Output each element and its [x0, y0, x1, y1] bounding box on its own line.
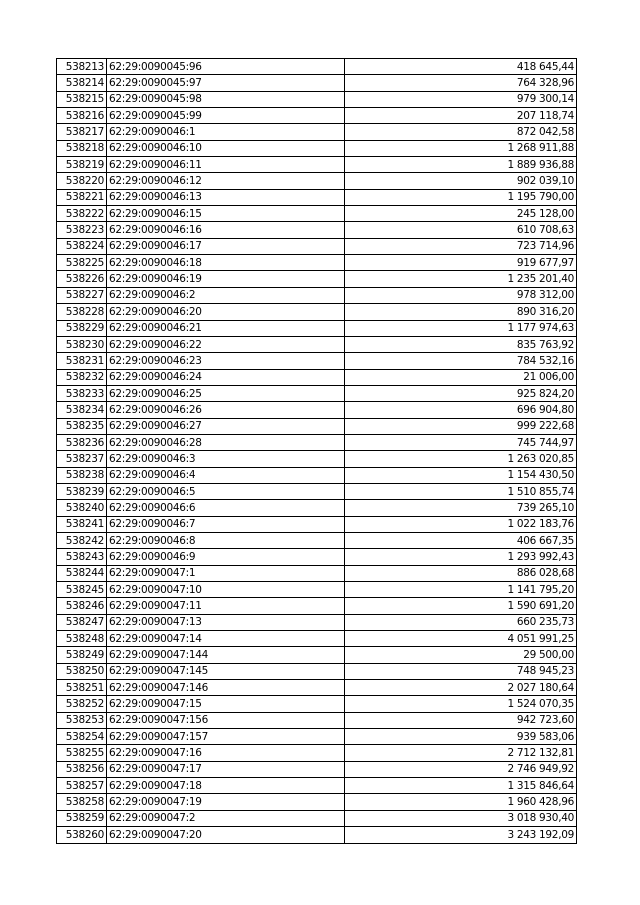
table-row: [57, 157, 577, 173]
cadastral-number-cell: 62:29:0090047:20: [107, 827, 345, 843]
cadastral-value-cell: 696 904,80: [345, 402, 577, 418]
cadastral-number-cell: 62:29:0090047:13: [107, 614, 345, 630]
cadastral-number-cell: 62:29:0090046:17: [107, 238, 345, 254]
row-number-cell: 538216: [57, 108, 107, 124]
table-row: [57, 75, 577, 91]
cadastral-number-cell: 62:29:0090047:144: [107, 647, 345, 663]
cadastral-value-cell: 1 524 070,35: [345, 696, 577, 712]
row-number-cell: 538247: [57, 614, 107, 630]
cadastral-value-cell: 835 763,92: [345, 336, 577, 352]
cadastral-number-cell: 62:29:0090047:1: [107, 565, 345, 581]
table-row: [57, 206, 577, 222]
table-row: [57, 434, 577, 450]
table-row: [57, 483, 577, 499]
row-number-cell: 538224: [57, 238, 107, 254]
row-number-cell: 538242: [57, 532, 107, 548]
cadastral-number-cell: 62:29:0090046:13: [107, 189, 345, 205]
row-number-cell: 538244: [57, 565, 107, 581]
cadastral-value-table: [56, 58, 577, 844]
row-number-cell: 538236: [57, 434, 107, 450]
row-number-cell: 538214: [57, 75, 107, 91]
table-row: [57, 810, 577, 826]
table-row: [57, 124, 577, 140]
table-row: [57, 827, 577, 843]
cadastral-number-cell: 62:29:0090046:18: [107, 255, 345, 271]
cadastral-number-cell: 62:29:0090045:98: [107, 91, 345, 107]
row-number-cell: 538251: [57, 680, 107, 696]
row-number-cell: 538231: [57, 353, 107, 369]
row-number-cell: 538234: [57, 402, 107, 418]
cadastral-number-cell: 62:29:0090047:11: [107, 598, 345, 614]
row-number-cell: 538229: [57, 320, 107, 336]
row-number-cell: 538238: [57, 467, 107, 483]
cadastral-number-cell: 62:29:0090045:97: [107, 75, 345, 91]
row-number-cell: 538227: [57, 287, 107, 303]
row-number-cell: 538260: [57, 827, 107, 843]
table-row: [57, 336, 577, 352]
cadastral-value-cell: 978 312,00: [345, 287, 577, 303]
cadastral-number-cell: 62:29:0090046:7: [107, 516, 345, 532]
cadastral-number-cell: 62:29:0090047:16: [107, 745, 345, 761]
table-row: [57, 222, 577, 238]
row-number-cell: 538213: [57, 59, 107, 75]
row-number-cell: 538221: [57, 189, 107, 205]
row-number-cell: 538219: [57, 157, 107, 173]
row-number-cell: 538226: [57, 271, 107, 287]
row-number-cell: 538237: [57, 451, 107, 467]
row-number-cell: 538225: [57, 255, 107, 271]
cadastral-value-cell: 745 744,97: [345, 434, 577, 450]
cadastral-value-cell: 418 645,44: [345, 59, 577, 75]
cadastral-number-cell: 62:29:0090047:2: [107, 810, 345, 826]
cadastral-number-cell: 62:29:0090047:157: [107, 729, 345, 745]
cadastral-value-cell: 1 315 846,64: [345, 778, 577, 794]
cadastral-value-cell: 1 235 201,40: [345, 271, 577, 287]
cadastral-value-cell: 3 243 192,09: [345, 827, 577, 843]
cadastral-number-cell: 62:29:0090047:17: [107, 761, 345, 777]
cadastral-number-cell: 62:29:0090046:27: [107, 418, 345, 434]
row-number-cell: 538248: [57, 631, 107, 647]
table-row: [57, 582, 577, 598]
row-number-cell: 538256: [57, 761, 107, 777]
row-number-cell: 538215: [57, 91, 107, 107]
table-row: [57, 418, 577, 434]
cadastral-number-cell: 62:29:0090046:2: [107, 287, 345, 303]
cadastral-number-cell: 62:29:0090047:145: [107, 663, 345, 679]
table-row: [57, 778, 577, 794]
cadastral-value-cell: 1 510 855,74: [345, 483, 577, 499]
cadastral-number-cell: 62:29:0090046:5: [107, 483, 345, 499]
cadastral-number-cell: 62:29:0090046:8: [107, 532, 345, 548]
cadastral-value-cell: 2 712 132,81: [345, 745, 577, 761]
row-number-cell: 538239: [57, 483, 107, 499]
table-row: [57, 647, 577, 663]
cadastral-value-cell: 872 042,58: [345, 124, 577, 140]
table-row: [57, 794, 577, 810]
table-row: [57, 532, 577, 548]
table-row: [57, 663, 577, 679]
row-number-cell: 538258: [57, 794, 107, 810]
cadastral-number-cell: 62:29:0090046:21: [107, 320, 345, 336]
row-number-cell: 538250: [57, 663, 107, 679]
cadastral-number-cell: 62:29:0090046:28: [107, 434, 345, 450]
table-row: [57, 598, 577, 614]
cadastral-value-cell: 660 235,73: [345, 614, 577, 630]
cadastral-value-cell: 2 027 180,64: [345, 680, 577, 696]
row-number-cell: 538241: [57, 516, 107, 532]
table-row: [57, 745, 577, 761]
table-row: [57, 500, 577, 516]
table-row: [57, 255, 577, 271]
cadastral-number-cell: 62:29:0090047:14: [107, 631, 345, 647]
cadastral-number-cell: 62:29:0090046:4: [107, 467, 345, 483]
cadastral-value-cell: 999 222,68: [345, 418, 577, 434]
table-row: [57, 712, 577, 728]
row-number-cell: 538254: [57, 729, 107, 745]
cadastral-number-cell: 62:29:0090046:19: [107, 271, 345, 287]
table-row: [57, 402, 577, 418]
cadastral-value-cell: 1 268 911,88: [345, 140, 577, 156]
cadastral-number-cell: 62:29:0090045:99: [107, 108, 345, 124]
cadastral-value-cell: 207 118,74: [345, 108, 577, 124]
row-number-cell: 538230: [57, 336, 107, 352]
table-body: [57, 59, 577, 844]
cadastral-number-cell: 62:29:0090046:11: [107, 157, 345, 173]
table-row: [57, 614, 577, 630]
cadastral-number-cell: 62:29:0090046:24: [107, 369, 345, 385]
table-row: [57, 729, 577, 745]
cadastral-number-cell: 62:29:0090046:9: [107, 549, 345, 565]
row-number-cell: 538259: [57, 810, 107, 826]
table-row: [57, 59, 577, 75]
row-number-cell: 538220: [57, 173, 107, 189]
cadastral-number-cell: 62:29:0090046:3: [107, 451, 345, 467]
cadastral-value-cell: 925 824,20: [345, 385, 577, 401]
row-number-cell: 538246: [57, 598, 107, 614]
cadastral-value-cell: 1 293 992,43: [345, 549, 577, 565]
cadastral-number-cell: 62:29:0090046:20: [107, 304, 345, 320]
cadastral-value-cell: 723 714,96: [345, 238, 577, 254]
cadastral-value-cell: 979 300,14: [345, 91, 577, 107]
cadastral-number-cell: 62:29:0090047:146: [107, 680, 345, 696]
cadastral-number-cell: 62:29:0090046:25: [107, 385, 345, 401]
cadastral-number-cell: 62:29:0090046:6: [107, 500, 345, 516]
cadastral-value-cell: 4 051 991,25: [345, 631, 577, 647]
row-number-cell: 538232: [57, 369, 107, 385]
table-row: [57, 696, 577, 712]
table-row: [57, 467, 577, 483]
row-number-cell: 538218: [57, 140, 107, 156]
cadastral-value-cell: 1 195 790,00: [345, 189, 577, 205]
cadastral-value-cell: 886 028,68: [345, 565, 577, 581]
table-row: [57, 271, 577, 287]
table-row: [57, 369, 577, 385]
cadastral-value-cell: 610 708,63: [345, 222, 577, 238]
cadastral-value-cell: 784 532,16: [345, 353, 577, 369]
cadastral-value-cell: 245 128,00: [345, 206, 577, 222]
cadastral-value-cell: 919 677,97: [345, 255, 577, 271]
cadastral-number-cell: 62:29:0090047:19: [107, 794, 345, 810]
cadastral-number-cell: 62:29:0090046:10: [107, 140, 345, 156]
table-row: [57, 173, 577, 189]
table-row: [57, 565, 577, 581]
cadastral-number-cell: 62:29:0090047:18: [107, 778, 345, 794]
table-row: [57, 108, 577, 124]
table-row: [57, 320, 577, 336]
cadastral-value-cell: 21 006,00: [345, 369, 577, 385]
table-row: [57, 91, 577, 107]
row-number-cell: 538253: [57, 712, 107, 728]
cadastral-value-cell: 902 039,10: [345, 173, 577, 189]
cadastral-value-cell: 1 889 936,88: [345, 157, 577, 173]
cadastral-value-cell: 1 590 691,20: [345, 598, 577, 614]
table-row: [57, 189, 577, 205]
table-row: [57, 680, 577, 696]
cadastral-value-cell: 942 723,60: [345, 712, 577, 728]
cadastral-value-cell: 748 945,23: [345, 663, 577, 679]
cadastral-number-cell: 62:29:0090047:15: [107, 696, 345, 712]
row-number-cell: 538257: [57, 778, 107, 794]
cadastral-value-cell: 2 746 949,92: [345, 761, 577, 777]
row-number-cell: 538240: [57, 500, 107, 516]
cadastral-number-cell: 62:29:0090046:26: [107, 402, 345, 418]
table-row: [57, 353, 577, 369]
row-number-cell: 538245: [57, 582, 107, 598]
cadastral-number-cell: 62:29:0090046:1: [107, 124, 345, 140]
table-row: [57, 140, 577, 156]
row-number-cell: 538255: [57, 745, 107, 761]
cadastral-value-cell: 1 263 020,85: [345, 451, 577, 467]
cadastral-value-cell: 1 154 430,50: [345, 467, 577, 483]
row-number-cell: 538228: [57, 304, 107, 320]
table-row: [57, 761, 577, 777]
row-number-cell: 538223: [57, 222, 107, 238]
row-number-cell: 538222: [57, 206, 107, 222]
cadastral-value-cell: 764 328,96: [345, 75, 577, 91]
table-row: [57, 385, 577, 401]
table-row: [57, 516, 577, 532]
cadastral-number-cell: 62:29:0090046:12: [107, 173, 345, 189]
cadastral-value-cell: 29 500,00: [345, 647, 577, 663]
cadastral-number-cell: 62:29:0090046:16: [107, 222, 345, 238]
cadastral-number-cell: 62:29:0090047:10: [107, 582, 345, 598]
row-number-cell: 538235: [57, 418, 107, 434]
table-row: [57, 287, 577, 303]
row-number-cell: 538243: [57, 549, 107, 565]
cadastral-number-cell: 62:29:0090045:96: [107, 59, 345, 75]
row-number-cell: 538233: [57, 385, 107, 401]
cadastral-value-cell: 939 583,06: [345, 729, 577, 745]
row-number-cell: 538252: [57, 696, 107, 712]
cadastral-value-cell: 739 265,10: [345, 500, 577, 516]
cadastral-number-cell: 62:29:0090046:15: [107, 206, 345, 222]
cadastral-number-cell: 62:29:0090047:156: [107, 712, 345, 728]
table-row: [57, 238, 577, 254]
table-row: [57, 549, 577, 565]
table-row: [57, 304, 577, 320]
cadastral-value-cell: 1 177 974,63: [345, 320, 577, 336]
table-row: [57, 631, 577, 647]
cadastral-value-cell: 1 960 428,96: [345, 794, 577, 810]
cadastral-value-cell: 1 141 795,20: [345, 582, 577, 598]
cadastral-value-cell: 406 667,35: [345, 532, 577, 548]
cadastral-value-cell: 3 018 930,40: [345, 810, 577, 826]
cadastral-value-cell: 1 022 183,76: [345, 516, 577, 532]
cadastral-number-cell: 62:29:0090046:23: [107, 353, 345, 369]
table-row: [57, 451, 577, 467]
cadastral-value-cell: 890 316,20: [345, 304, 577, 320]
cadastral-number-cell: 62:29:0090046:22: [107, 336, 345, 352]
row-number-cell: 538217: [57, 124, 107, 140]
row-number-cell: 538249: [57, 647, 107, 663]
